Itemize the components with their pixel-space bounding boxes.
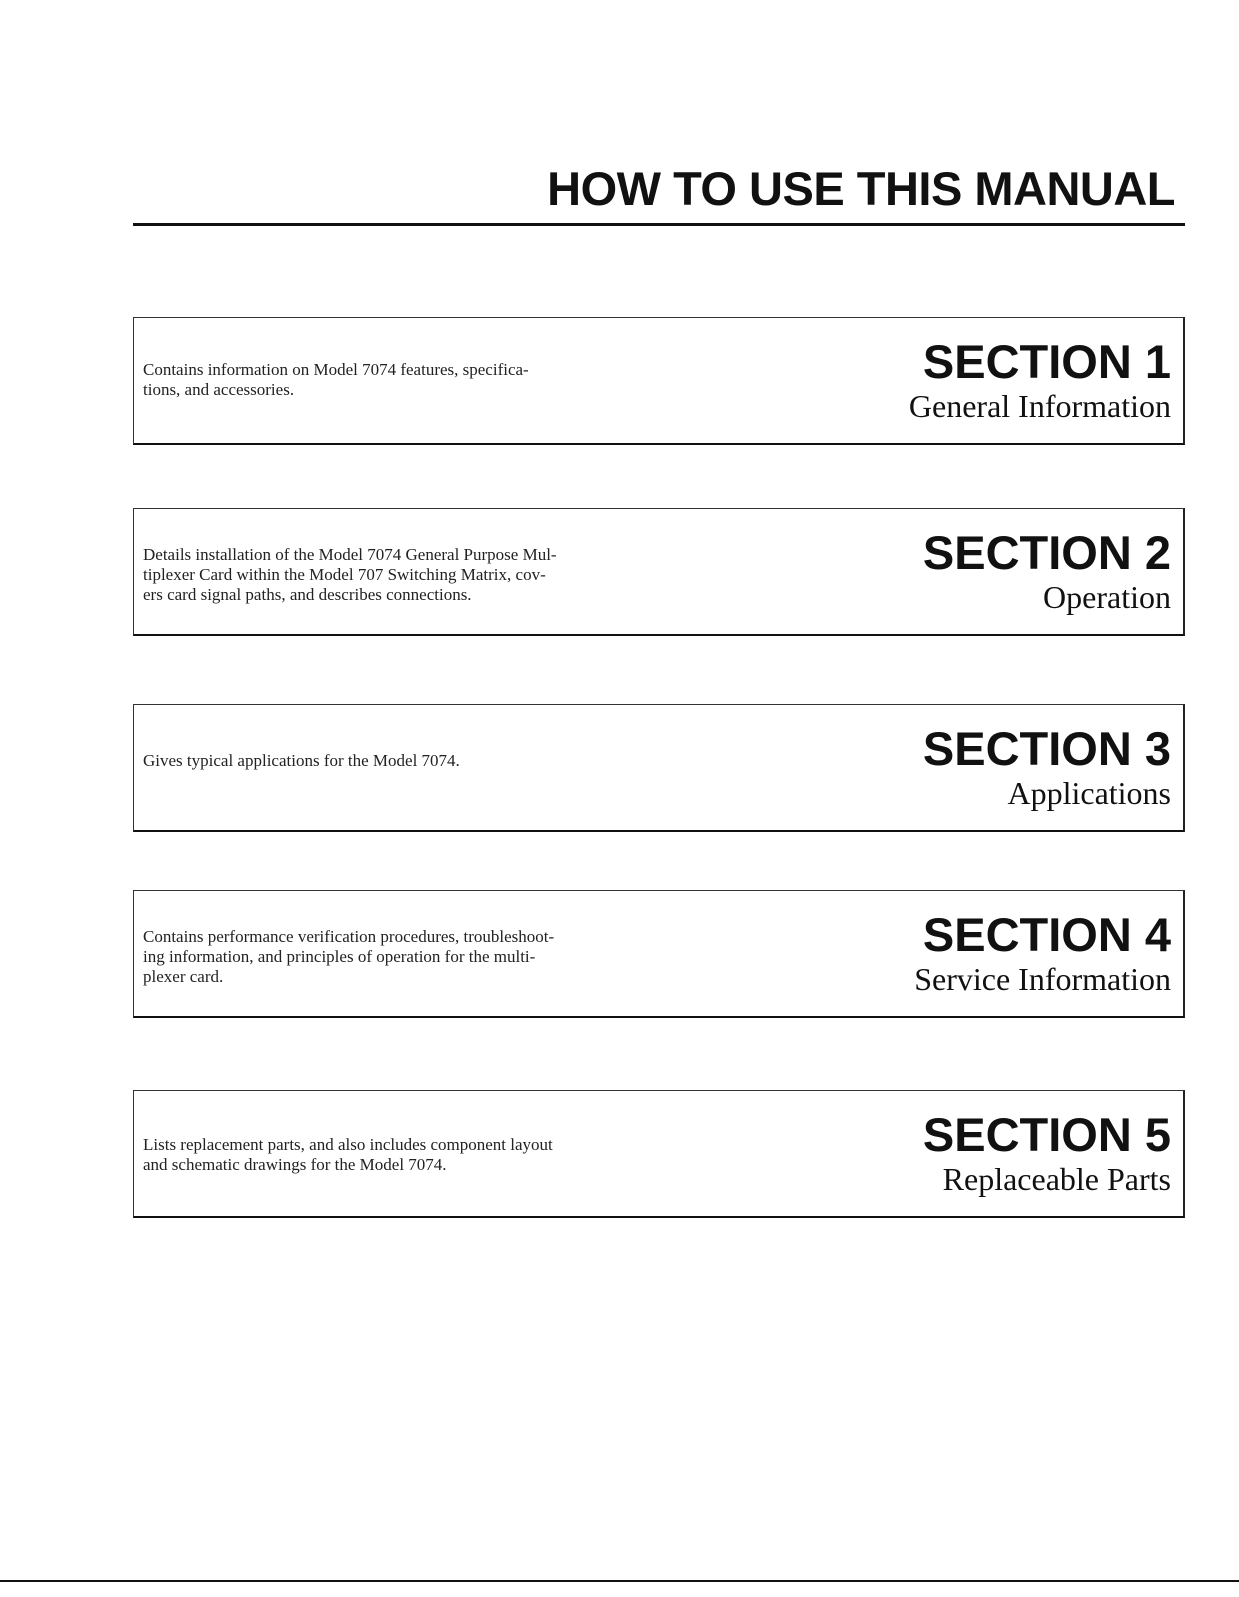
section-5-description bbox=[143, 1135, 683, 1175]
section-5-description-line: and schematic drawings for the Model 7074. bbox=[143, 1155, 447, 1174]
section-2-description-line: tiplexer Card within the Model 707 Switching Matrix, cov- bbox=[143, 565, 546, 584]
section-4-name: Service Information bbox=[914, 961, 1171, 997]
title-rule bbox=[133, 223, 1185, 226]
section-3-description-line: Gives typical applications for the Model 7074. bbox=[143, 751, 460, 770]
section-1-box bbox=[133, 317, 1185, 445]
section-4-number: SECTION 4 bbox=[922, 908, 1171, 961]
section-5-name: Replaceable Parts bbox=[942, 1161, 1171, 1197]
section-1-name: General Information bbox=[908, 388, 1171, 424]
section-3-name: Applications bbox=[1007, 775, 1171, 811]
section-4-description-line: ing information, and principles of operation for the multi- bbox=[143, 947, 536, 966]
section-1-description-line: Contains information on Model 7074 features, specifica- bbox=[143, 360, 529, 379]
section-2-box bbox=[133, 508, 1185, 636]
page-title: HOW TO USE THIS MANUAL bbox=[547, 162, 1175, 215]
section-5-number: SECTION 5 bbox=[922, 1108, 1171, 1161]
section-2-description bbox=[143, 545, 683, 605]
section-2-description-line: ers card signal paths, and describes connections. bbox=[143, 585, 472, 604]
section-3-number: SECTION 3 bbox=[922, 722, 1171, 775]
section-3-description bbox=[143, 751, 683, 771]
section-4-description bbox=[143, 927, 683, 987]
section-4-box bbox=[133, 890, 1185, 1018]
section-2-description-line: Details installation of the Model 7074 General Purpose Mul- bbox=[143, 545, 557, 564]
section-3-box bbox=[133, 704, 1185, 832]
bottom-rule bbox=[0, 1580, 1239, 1582]
section-5-description-line: Lists replacement parts, and also includes component layout bbox=[143, 1135, 553, 1154]
section-2-name: Operation bbox=[1043, 579, 1171, 615]
section-4-description-line: plexer card. bbox=[143, 967, 224, 986]
section-1-description bbox=[143, 360, 683, 400]
section-1-number: SECTION 1 bbox=[922, 335, 1171, 388]
section-2-number: SECTION 2 bbox=[922, 526, 1171, 579]
section-1-description-line: tions, and accessories. bbox=[143, 380, 295, 399]
section-5-box bbox=[133, 1090, 1185, 1218]
section-4-description-line: Contains performance verification procedures, troubleshoot- bbox=[143, 927, 555, 946]
